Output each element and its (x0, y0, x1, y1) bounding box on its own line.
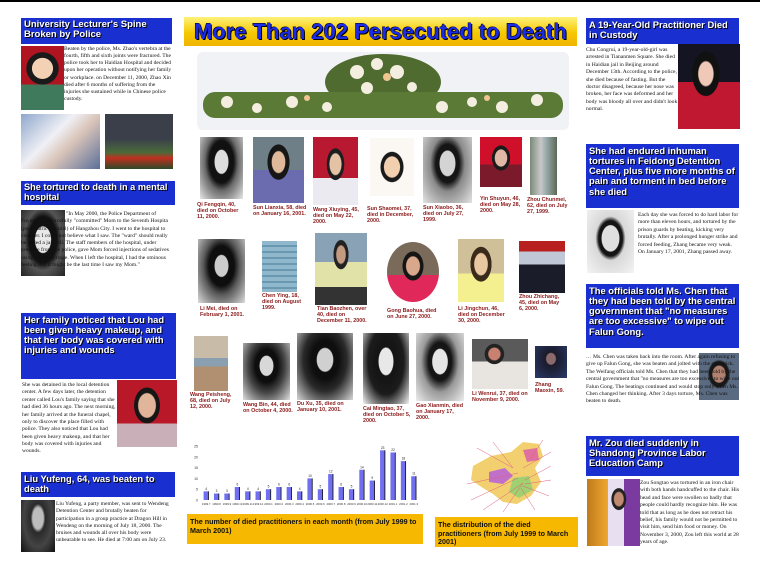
bar-shadow (260, 491, 261, 500)
chart-caption: The number of died practitioners in each month (from July 1999 to March 2001) (187, 514, 423, 544)
flower-wreath-image (197, 52, 569, 130)
x-tick-label: 2000.9 (347, 502, 356, 506)
victim-photo (313, 137, 358, 205)
map-caption: The distribution of the died practitioners (from July 1999 to March 2001) (435, 517, 578, 547)
bar-value-label: 9 (371, 476, 374, 481)
bar-shadow (416, 476, 417, 500)
victim-photo (472, 339, 528, 389)
x-tick-label: 2000.12 (377, 502, 388, 506)
bar-shadow (218, 494, 219, 500)
victim-caption: Sun Shaomei, 37, died in December, 2000. (367, 206, 414, 225)
bar-value-label: 3 (215, 489, 218, 494)
story-heading: University Lecturer's Spine Broken by Police (21, 18, 172, 44)
story-heading: She tortured to death in a mental hospital (21, 181, 175, 205)
victim-caption: Wang Xiuying, 45, died on May 22, 2000. (313, 207, 359, 226)
victim-photo (458, 239, 504, 302)
bar-shadow (239, 487, 240, 500)
victim-photo (315, 233, 367, 305)
story-heading: She had endured inhuman tortures in Feidong Detention Center, plus five more months of pain and torment in bed before she died (586, 144, 739, 208)
x-tick-label: 1999.9 (222, 502, 232, 506)
victim-photo (262, 241, 297, 292)
bar-value-label: 6 (277, 482, 280, 487)
x-tick-label: 2000.11 (367, 502, 378, 506)
story-text: Zou Songtao was tortured in an iron chair with both hands handcuffed to the chair. His head and face were swollen so badly that people could hardly recognize him. He was told that as long as he does not retract his belief, his family would not be permitted to visit him, send him food or money. On November 3, 2000, Zou left this world at 28 years of age. (640, 480, 740, 545)
bar-shadow (364, 470, 365, 500)
bar-value-label: 4 (246, 486, 249, 491)
victim-photo (519, 241, 565, 293)
bar-value-label: 5 (319, 484, 322, 489)
bar-value-label: 11 (412, 471, 416, 476)
x-tick-label: 2001.3 (409, 502, 419, 506)
bar-value-label: 12 (328, 469, 333, 474)
bar-shadow (333, 474, 334, 500)
bar-shadow (301, 491, 302, 500)
x-tick-label: 1999.8 (212, 502, 221, 506)
bar-shadow (229, 494, 230, 500)
story-text: Each day she was forced to do hard labor for more than eleven hours, and tortured by the prison guards by beating, kicking very brutally. After a prolonged hunger strike and forced feeding, Zhang became very weak. On January 17, 2001, Zhang passed away. (638, 212, 739, 255)
y-tick-label: 25 (194, 444, 198, 449)
x-tick-label: 2000.5 (305, 502, 315, 506)
story-heading: Liu Yufeng, 64, was beaten to death (21, 472, 175, 497)
bar-value-label: 18 (401, 456, 406, 461)
bar-value-label: 5 (350, 484, 353, 489)
victim-caption: Wang Peisheng, 68, died on July 12, 2000. (190, 392, 232, 411)
page-title: More Than 202 Persecuted to Death (194, 18, 567, 44)
bar-value-label: 6 (236, 482, 239, 487)
victim-caption: Zhou Chunmei, 62, died on July 27, 1999. (527, 197, 568, 216)
victim-caption: Zhang Maoxin, 59. (535, 382, 565, 395)
x-tick-label: 2000.8 (336, 502, 346, 506)
bar-value-label: 4 (298, 486, 301, 491)
victim-photo (530, 137, 557, 195)
portrait-photo (587, 479, 640, 546)
victim-caption: Chen Ying, 18, died on August 1999. (262, 293, 302, 312)
victim-photo (387, 242, 439, 302)
wreath-svg (197, 52, 569, 130)
bar-value-label: 6 (340, 482, 343, 487)
x-tick-label: 2000.1 (264, 502, 273, 506)
y-tick-label: 20 (194, 455, 198, 460)
victim-photo (423, 137, 472, 203)
x-tick-label: 2001.2 (399, 502, 408, 506)
x-tick-label: 1999.11 (242, 502, 253, 506)
victim-caption: Cai Mingtao, 37, died on October 5, 2000. (363, 406, 411, 425)
bar-value-label: 6 (288, 482, 291, 487)
bar-shadow (353, 489, 354, 500)
portrait-photo (117, 380, 177, 447)
bar-value-label: 3 (226, 489, 228, 494)
victim-photo (253, 137, 304, 203)
bar-shadow (395, 452, 396, 500)
bar-shadow (322, 489, 323, 500)
victim-caption: Zhou Zhichang, 45, died on May 6, 2000. (519, 294, 560, 313)
top-border (0, 0, 760, 2)
victim-photo (243, 343, 290, 400)
portrait-photo (678, 44, 740, 129)
victim-photo (198, 239, 245, 303)
y-tick-label: 15 (194, 466, 198, 471)
victim-caption: Li Wenrui, 37, died on November 9, 2000. (472, 391, 528, 404)
victim-photo (535, 346, 567, 378)
story-text: She was detained in the local detention center. A few days later, the detention center called Lou's family saying that she had died 36 hours ago. The next morning, her family arrived at the funeral chapel, only to discover the place filled with police. They also noticed that Lou had been given heavy makeup, and that her body was covered with injuries and wounds. (22, 382, 116, 455)
china-map-graphic (463, 438, 553, 512)
victim-caption: Gong Baohua, died on June 27, 2000. (387, 308, 437, 321)
story-text: Liu Yufeng, a party member, was sent to Wendeng Detention Center and brutally beaten for participation in a group practice at Dragon Hill in Wendeng on the morning of July 18, 2000. The bruises and wounds all over his body were unbearable to see. He died at 7:00 am on July 23. (56, 501, 169, 544)
victim-photo (480, 137, 522, 187)
bar-value-label: 10 (308, 473, 312, 478)
victim-photo (297, 333, 353, 400)
bar-shadow (208, 491, 209, 500)
x-tick-label: 2000.4 (295, 502, 304, 506)
x-tick-label: 1999.12 (253, 502, 264, 506)
bar-shadow (291, 487, 292, 500)
x-tick-label: 2000.3 (284, 502, 294, 506)
bar-shadow (405, 461, 406, 500)
victim-caption: Gao Xianmin, died on January 17, 2000. (416, 403, 464, 422)
bar-shadow (343, 487, 344, 500)
bar-value-label: 23 (380, 445, 385, 450)
victim-caption: Wang Bin, 44, died on October 4, 2000. (243, 402, 293, 415)
victim-caption: Qi Fengqin, 40, died on October 11, 2000. (197, 202, 239, 221)
story-heading: A 19-Year-Old Practitioner Died in Custody (586, 18, 739, 44)
bar-value-label: 4 (257, 486, 259, 491)
bar-value-label: 4 (205, 486, 208, 491)
bar-shadow (281, 487, 282, 500)
victim-caption: Sun Xiaobo, 36, died on July 27, 1999. (423, 205, 464, 224)
x-tick-label: 2001.1 (388, 502, 398, 506)
map-svg (463, 438, 553, 512)
story-text: Chu Congrui, a 19-year-old-girl was arrested in Tiananmen Square. She died in Haidian jail in Beijing around December 13th. According to the police, she died because of fasting. But the doctor disagreed, because her nose was broken, her face was deformed and her body was bloody all over and didn't look normal. (586, 47, 678, 112)
x-tick-label: 2000.7 (326, 502, 336, 506)
victim-caption: Yin Shuyun, 46, died on May 28, 2000. (480, 196, 521, 215)
x-tick-label: 1999.7 (201, 502, 211, 506)
monthly-deaths-bar-chart (187, 440, 425, 512)
victim-caption: Li Jingchun, 46, died on December 30, 2000. (458, 306, 505, 325)
portrait-photo (21, 46, 64, 110)
bar-shadow (384, 450, 385, 500)
bar-shadow (250, 491, 251, 500)
bar-value-label: 5 (267, 484, 270, 489)
y-tick-label: 5 (196, 487, 198, 492)
bar-value-label: 14 (360, 465, 364, 470)
y-tick-label: 10 (194, 476, 198, 481)
victim-caption: Du Xu, 35, died on January 10, 2001. (297, 401, 344, 414)
story-heading: Her family noticed that Lou had been given heavy makeup, and that her body was covered with injuries and wounds (21, 313, 176, 379)
story-heading: The officials told Ms. Chen that they had been told by the central government that "no measures are too excessive" to wipe out Falun Gong. (586, 284, 739, 348)
x-tick-label: 1999.10 (232, 502, 243, 506)
victim-photo (194, 336, 228, 391)
story-text: Beaten by the police, Ms. Zhao's vertebra at the fourth, fifth and sixth joints were fractured. The police took her to Haidian Hospital and decided upon her operation without notifying her family or workplace. on December 11, 2000, Zhao Xin died after 6 months of suffering from the injuries she sustained while in Chinese police custody. (64, 46, 172, 103)
portrait-photo (21, 500, 55, 552)
hospital-photo (21, 114, 100, 169)
story-text: "In May 2000, the Police Department of Fuyang City forcefully "committed" Mom to the Seventh Hospita (psychiatric hospital) of Hangzhou City. I went to the hospital to visit her. I could not believe what I saw. The "ward" should really be called a jail cell. The staff members of the hospital, under pressure from the police, gave Mom forced injections of sedatives using a large syringe. When I left the hospital, I had the ominous feeling that it might be the last time I saw my Mom." (21, 211, 169, 268)
story-text: … Ms. Chen was taken back into the room. After again refusing to give up Falun Gong, she was beaten and jolted with the stun stick. The Weifang officials told Ms. Chen that they had been told by the central government that "no measures are too excessive" to wipe out Falun Gong. The beatings continued and would stop only when Ms. Chen changed her thinking. After 3 days torture, Ms. Chen was beaten to death. (586, 354, 740, 405)
victim-photo (416, 333, 464, 401)
victim-photo (370, 138, 414, 196)
bar-value-label: 22 (391, 447, 395, 452)
x-tick-label: 2000.10 (356, 502, 367, 506)
x-tick-label: 2000.6 (316, 502, 325, 506)
bar-shadow (312, 478, 313, 500)
portrait-photo (587, 210, 634, 273)
funeral-photo (105, 114, 173, 169)
victim-photo (200, 137, 243, 199)
page-title-banner (184, 17, 577, 46)
x-tick-label: 2000.2 (274, 502, 284, 506)
victim-photo (363, 333, 409, 404)
bar-shadow (270, 489, 271, 500)
victim-caption: Sun Lianxia, 58, died on January 16, 2001. (253, 205, 307, 218)
victim-caption: Tian Baozhen, over 40, died on December 11, 2000. (317, 306, 367, 325)
bar-shadow (374, 481, 375, 500)
story-heading: Mr. Zou died suddenly in Shandong Province Labor Education Camp (586, 436, 739, 476)
y-tick-label: 0 (196, 498, 198, 503)
victim-caption: Li Mei, died on February 1, 2001. (200, 306, 245, 319)
